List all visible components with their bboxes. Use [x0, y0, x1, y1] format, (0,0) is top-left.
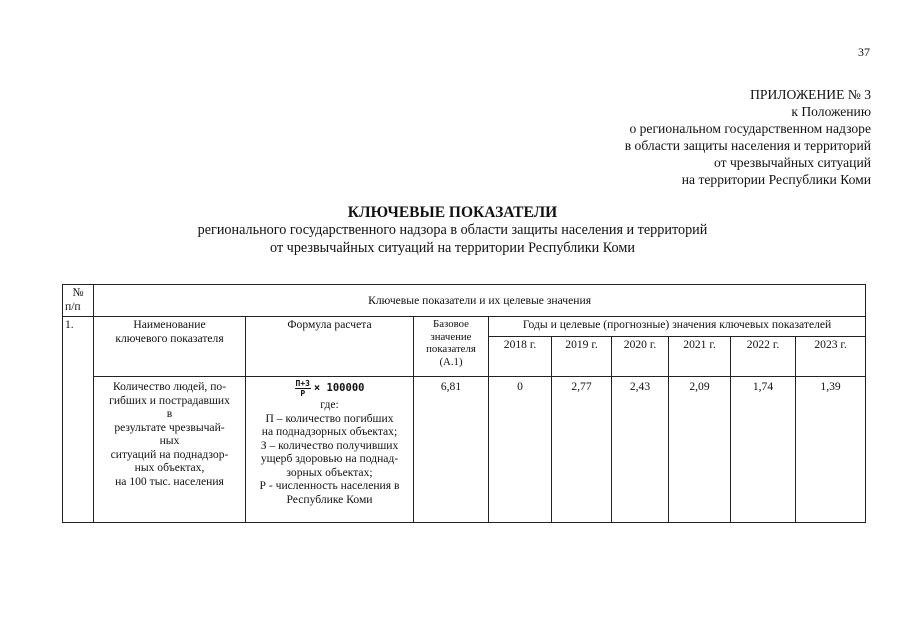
indicators-table [62, 284, 866, 523]
annex-line: к Положению [791, 104, 871, 119]
formula-line: на поднадзорных объектах; [261, 425, 398, 438]
col-num-header-line2: п/п [65, 299, 81, 313]
indicator-name-line: Количество людей, по- [112, 380, 227, 393]
col-num-header-line1: № [72, 286, 84, 299]
formula-denominator: Р [300, 389, 306, 398]
years-header: Годы и целевые (прогнозные) значения ключевых показателей [489, 317, 866, 337]
indicator-name-line: на 100 тыс. населения [115, 474, 224, 488]
formula-fraction [295, 379, 311, 398]
formula-where: где: [320, 398, 339, 411]
formula-expression [248, 379, 411, 398]
year-cell: 2019 г. [552, 337, 612, 377]
base-header [414, 317, 489, 377]
indicator-name-line: ных [159, 434, 180, 447]
formula-line: П – количество погибших [265, 411, 394, 425]
base-header-line: показателя [426, 343, 476, 355]
indicator-name-line: результате чрезвычай- [114, 420, 225, 434]
indicator-name-line: ситуаций на поднадзор- [110, 447, 229, 461]
year-value: 2,09 [669, 377, 731, 523]
formula-line: зорных объектах; [286, 465, 373, 479]
name-header-line2: ключевого показателя [115, 331, 224, 345]
base-header-line: Базовое [433, 318, 469, 330]
annex-line: на территории Республики Коми [681, 172, 871, 187]
indicator-name-line: в [166, 407, 173, 420]
year-value: 1,74 [731, 377, 796, 523]
indicator-name [94, 377, 246, 523]
table-subheader-row [63, 317, 866, 337]
formula-line: ущерб здоровью на поднад- [260, 452, 399, 465]
formula-multiplier: × 100000 [313, 382, 365, 395]
formula-header: Формула расчета [246, 317, 414, 377]
year-value: 2,77 [552, 377, 612, 523]
formula-line: Республике Коми [286, 492, 373, 506]
name-header [94, 317, 246, 377]
annex-line: о региональном государственном надзоре [629, 121, 871, 136]
year-cell: 2022 г. [731, 337, 796, 377]
indicator-name-line: ных объектах, [134, 461, 205, 474]
year-value: 0 [489, 377, 552, 523]
annex-line: от чрезвычайных ситуаций [713, 155, 871, 170]
row-number: 1. [63, 317, 94, 523]
formula-line: Р - численность населения в [259, 479, 400, 492]
base-header-line: (А.1) [439, 355, 463, 368]
page-number: 37 [858, 45, 870, 59]
document-subtitle-line2: от чрезвычайных ситуаций на территории Республики Коми [270, 240, 635, 256]
base-value: 6,81 [414, 377, 489, 523]
base-header-line: значение [430, 330, 472, 343]
formula-numerator: П+З [295, 379, 310, 388]
year-value: 1,39 [796, 377, 866, 523]
table-header-row [63, 285, 866, 317]
annex-line: в области защиты населения и территорий [624, 138, 871, 153]
year-cell: 2023 г. [796, 337, 866, 377]
document-title: КЛЮЧЕВЫЕ ПОКАЗАТЕЛИ [347, 204, 558, 221]
col-num-header [63, 285, 94, 317]
document-subtitle-line1: регионального государственного надзора в области защиты населения и территорий [197, 222, 708, 238]
year-cell: 2018 г. [489, 337, 552, 377]
year-value: 2,43 [612, 377, 669, 523]
name-header-line1: Наименование [133, 318, 206, 331]
year-cell: 2020 г. [612, 337, 669, 377]
formula-line: З – количество получивших [260, 438, 399, 452]
formula-cell [246, 377, 414, 523]
annex-line: ПРИЛОЖЕНИЕ № 3 [750, 87, 871, 102]
indicator-row [63, 377, 866, 523]
main-header: Ключевые показатели и их целевые значения [94, 285, 866, 317]
year-cell: 2021 г. [669, 337, 731, 377]
indicator-name-line: гибших и пострадавших [109, 393, 230, 407]
